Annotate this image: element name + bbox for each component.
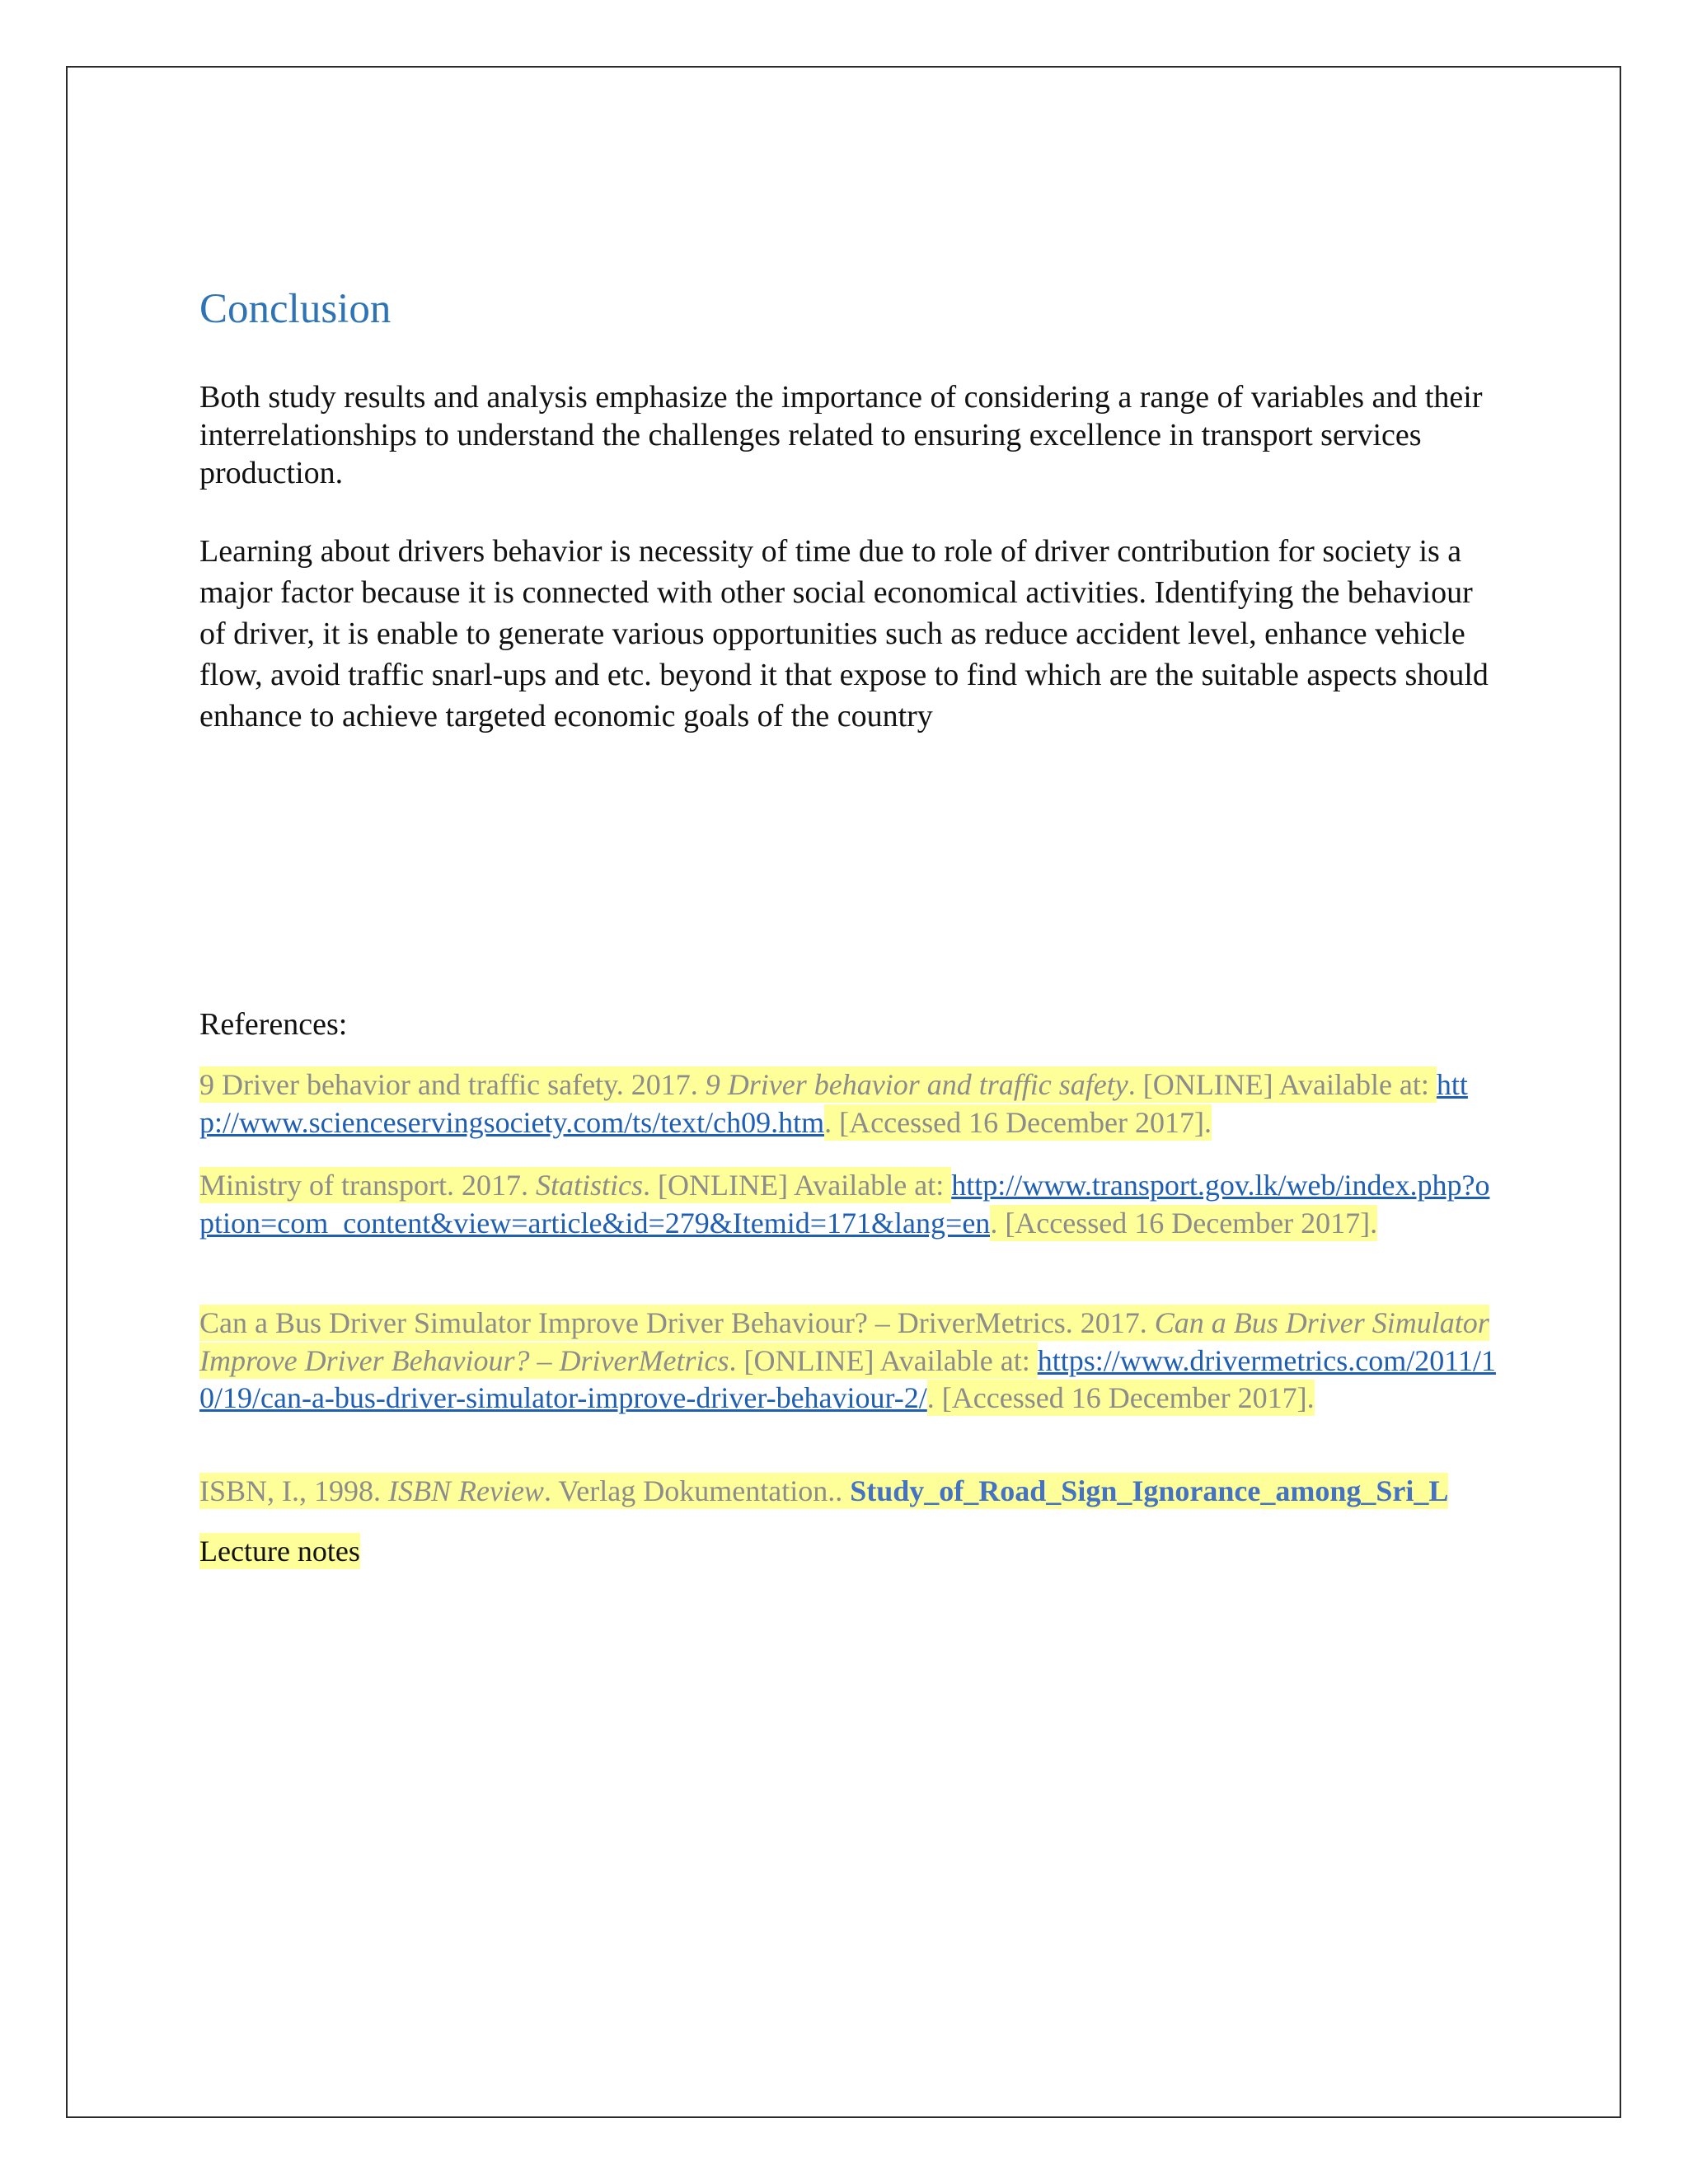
reference-middle: . [ONLINE] Available at: bbox=[729, 1343, 1038, 1377]
reference-prefix: ISBN, I., 1998. bbox=[199, 1474, 389, 1507]
references-label: References: bbox=[199, 1007, 348, 1042]
reference-suffix: . [Accessed 16 December 2017]. bbox=[926, 1381, 1315, 1414]
reference-suffix: . [Accessed 16 December 2017]. bbox=[990, 1206, 1378, 1240]
conclusion-heading: Conclusion bbox=[199, 286, 392, 332]
reference-prefix: 9 Driver behavior and traffic safety. 2017. bbox=[199, 1068, 706, 1101]
reference-item bbox=[199, 1167, 1502, 1242]
reference-middle: . Verlag Dokumentation.. bbox=[543, 1474, 851, 1507]
reference-middle: . [ONLINE] Available at: bbox=[1128, 1068, 1437, 1101]
reference-item bbox=[199, 1066, 1502, 1141]
reference-title: Statistics bbox=[535, 1169, 643, 1202]
reference-item bbox=[199, 1533, 1502, 1571]
reference-suffix: . [Accessed 16 December 2017]. bbox=[824, 1105, 1212, 1139]
conclusion-paragraph-2: Learning about drivers behavior is necessity of time due to role of driver contribution for society is a major factor because it is connected with other social economical activities. Identifying the behaviour of driver, it is enable to generate various opportunities such as reduce accident level, enhance vehicle flow, avoid traffic snarl-ups and etc. beyond it that expose to find which are the suitable aspects should enhance to achieve targeted economic goals of the country bbox=[199, 534, 1489, 733]
reference-link[interactable]: https://www.drivermetrics.com/2011/10/19/can-a-bus-driver-simulator-improve-driver-behaviour-2/ bbox=[199, 1343, 1496, 1414]
reference-prefix: Ministry of transport. 2017. bbox=[199, 1169, 536, 1202]
reference-title: ISBN Review bbox=[388, 1474, 544, 1507]
reference-item bbox=[199, 1305, 1502, 1418]
reference-link[interactable]: http://www.scienceservingsociety.com/ts/text/ch09.htm bbox=[199, 1068, 1468, 1139]
reference-bold-link[interactable]: Study_of_Road_Sign_Ignorance_among_Sri_L bbox=[850, 1474, 1449, 1507]
reference-prefix: Can a Bus Driver Simulator Improve Driver Behaviour? – DriverMetrics. 2017. bbox=[199, 1306, 1155, 1339]
reference-middle: . [ONLINE] Available at: bbox=[643, 1169, 952, 1202]
reference-link[interactable]: http://www.transport.gov.lk/web/index.php?option=com_content&view=article&id=279&Itemid=171&lang=en bbox=[199, 1169, 1490, 1240]
lecture-notes: Lecture notes bbox=[199, 1535, 360, 1568]
reference-title: 9 Driver behavior and traffic safety bbox=[705, 1068, 1128, 1101]
conclusion-paragraph-1: Both study results and analysis emphasize the importance of considering a range of variables and their interrelationships to understand the challenges related to ensuring excellence in transport services production. bbox=[199, 380, 1483, 490]
reference-item bbox=[199, 1473, 1502, 1511]
reference-title: Can a Bus Driver Simulator Improve Driver Behaviour? – DriverMetrics bbox=[199, 1306, 1489, 1377]
